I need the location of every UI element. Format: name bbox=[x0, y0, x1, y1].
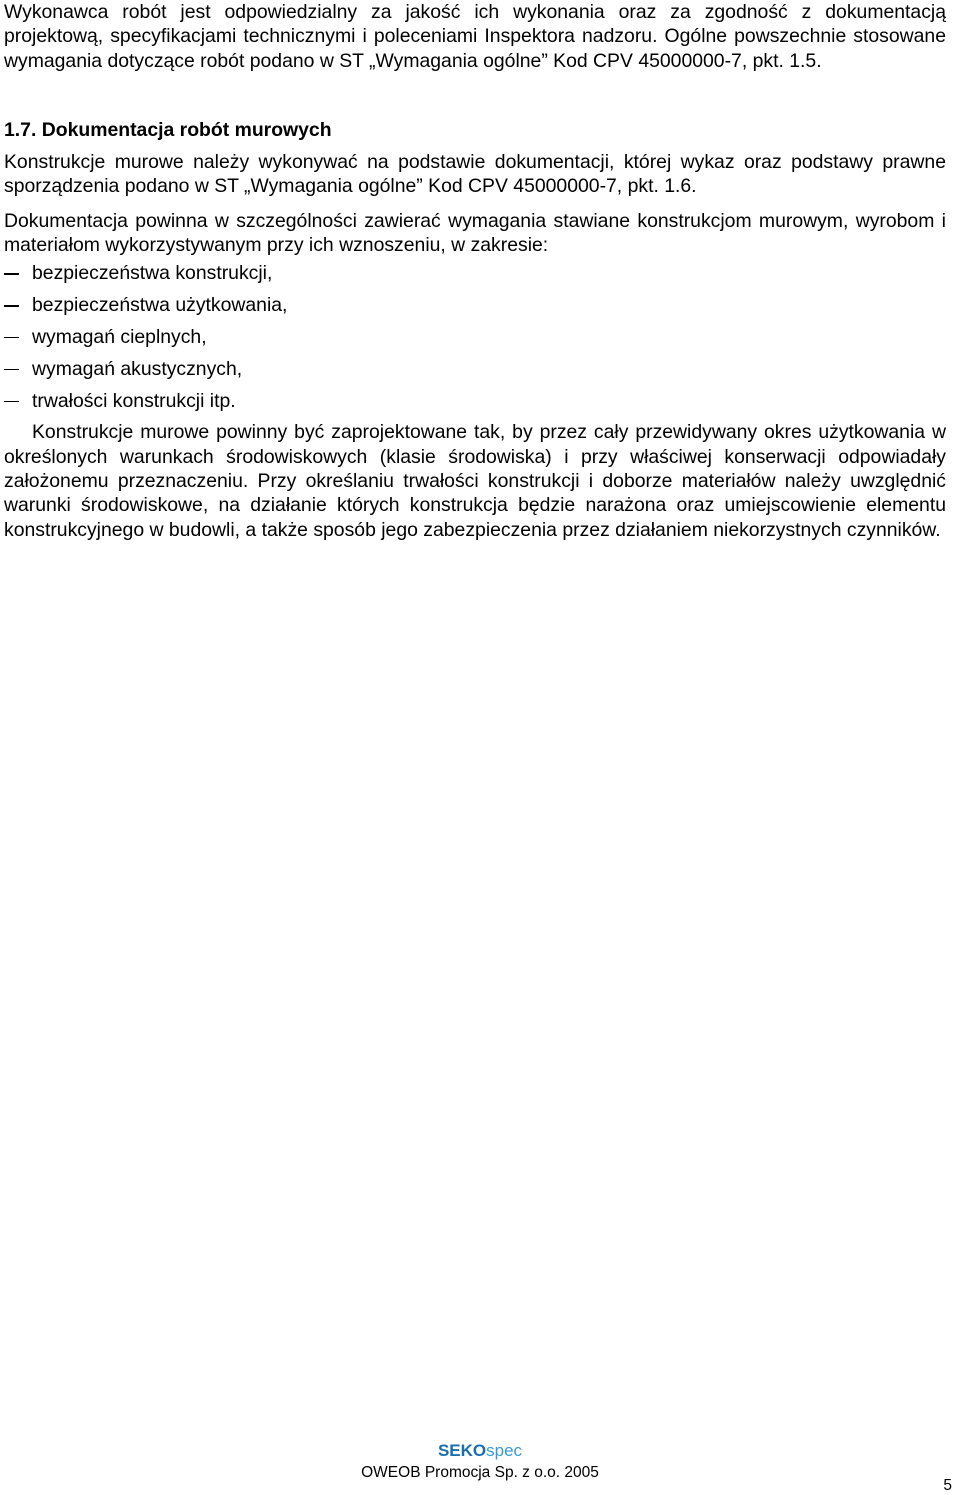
dash-bullet-icon bbox=[4, 337, 19, 339]
footer-company: OWEOB Promocja Sp. z o.o. 2005 bbox=[361, 1464, 599, 1481]
list-item-text: wymagań akustycznych, bbox=[32, 357, 243, 380]
list-item bbox=[4, 389, 946, 413]
logo-seko-text: SEKO bbox=[437, 1441, 487, 1460]
list-item bbox=[4, 293, 946, 317]
list-item bbox=[4, 261, 946, 285]
section-heading: 1.7. Dokumentacja robót murowych bbox=[4, 118, 332, 141]
requirements-list bbox=[4, 261, 946, 412]
dash-bullet-icon bbox=[4, 369, 19, 371]
list-item bbox=[4, 357, 946, 381]
dash-bullet-icon bbox=[4, 401, 19, 403]
document-body bbox=[4, 0, 946, 542]
footer-logo bbox=[0, 1441, 960, 1461]
durability-paragraph: Konstrukcje murowe powinny być zaprojektowane tak, by przez cały przewidywany okres użytkowania w określonych warunkach środowiskowych (klasie środowiska) i przy właściwej konserwacji odpowiadały założonemu przeznaczeniu. Przy określaniu trwałości konstrukcji i doborze materiałów należy uwzględnić warunki środowiskowe, na działanie których konstrukcja będzie narażona oraz umiejscowienie elementu konstrukcyjnego w budowli, a także sposób jego zabezpieczenia przez działaniem niekorzystnych czynników. bbox=[4, 421, 946, 541]
documentation-requirements-paragraph: Dokumentacja powinna w szczególności zawierać wymagania stawiane konstrukcjom murowym, wyrobom i materiałom wykorzystywanym przy ich wznoszeniu, w zakresie: bbox=[4, 209, 946, 257]
dash-bullet-icon bbox=[4, 273, 19, 275]
list-item-text: trwałości konstrukcji itp. bbox=[32, 389, 236, 412]
page-number: 5 bbox=[943, 1477, 952, 1494]
list-item-text: wymagań cieplnych, bbox=[32, 325, 207, 348]
intro-paragraph: Wykonawca robót jest odpowiedzialny za jakość ich wykonania oraz za zgodność z dokumentacją projektową, specyfikacjami technicznymi i poleceniami Inspektora nadzoru. Ogólne powszechnie stosowane wymagania dotyczące robót podano w ST „Wymagania ogólne” Kod CPV 45000000-7, pkt. 1.5. bbox=[4, 1, 946, 72]
logo-spec-text: spec bbox=[486, 1441, 523, 1460]
dash-bullet-icon bbox=[4, 305, 19, 307]
list-item-text: bezpieczeństwa użytkowania, bbox=[32, 294, 288, 317]
list-item-text: bezpieczeństwa konstrukcji, bbox=[32, 262, 273, 285]
list-item bbox=[4, 325, 946, 349]
documentation-basis-paragraph: Konstrukcje murowe należy wykonywać na podstawie dokumentacji, której wykaz oraz podstawy prawne sporządzenia podano w ST „Wymagania ogólne” Kod CPV 45000000-7, pkt. 1.6. bbox=[4, 151, 946, 198]
